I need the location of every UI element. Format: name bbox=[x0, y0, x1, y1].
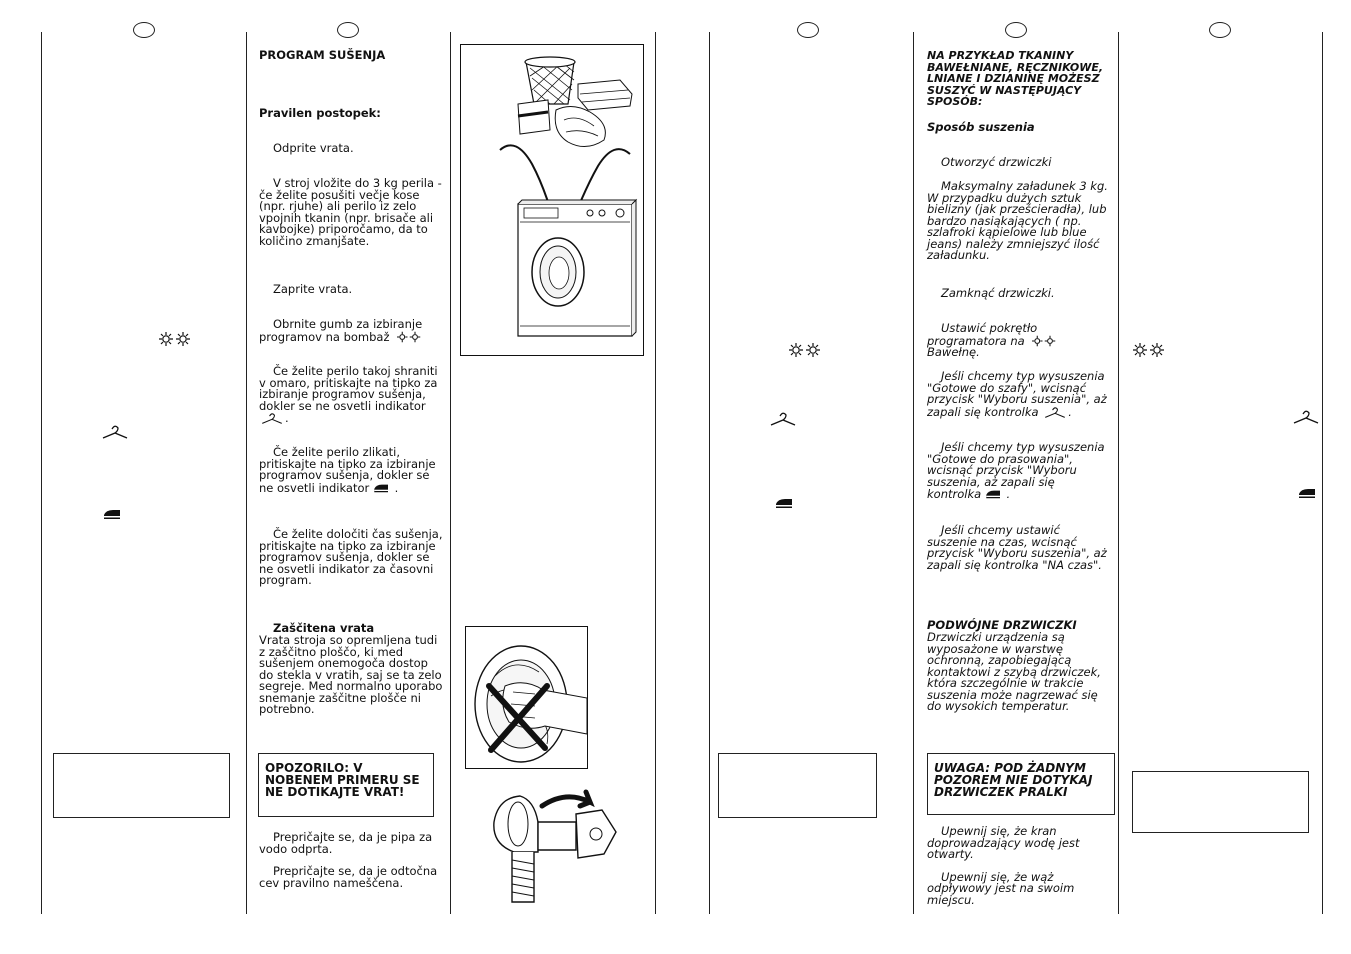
warning-box: UWAGA: POD ŻADNYM POZOREM NIE DOTYKAJ DRZWICZEK PRALKI bbox=[927, 753, 1115, 815]
language-marker-circle bbox=[797, 22, 819, 38]
hanger-icon bbox=[1292, 409, 1320, 425]
laundry-machine-illustration bbox=[460, 44, 644, 356]
section-title: NA PRZYKŁAD TKANINY BAWEŁNIANE, RĘCZNIKOWE, LNIANE I DZIANINĘ MOŻESZ SUSZYĆ W NASTĘPUJĄCY SPOSÓB: bbox=[927, 49, 1104, 108]
empty-note-box bbox=[718, 753, 877, 818]
step-close-door: Zaprite vrata. bbox=[273, 282, 353, 296]
column-rule-8 bbox=[1322, 32, 1323, 914]
step-iron-dry: Če želite perilo zlikati, pritiskajte na tipko za izbiranje programov sušenja, dokler se ne osvetli indikator . bbox=[259, 445, 436, 495]
step-iron-dry: Jeśli chcemy typ wysuszenia "Gotowe do prasowania", wcisnąć przycisk "Wyboru suszenia, aż zapali się kontrolka . bbox=[927, 440, 1105, 501]
door-protection-title: PODWÓJNE DRZWICZKI bbox=[927, 618, 1077, 632]
empty-note-box bbox=[53, 753, 230, 818]
check-drain-hose: Upewnij się, że wąż odpływowy jest na swoim miejscu. bbox=[927, 869, 1075, 907]
step-close-door: Zamknąć drzwiczki. bbox=[941, 286, 1055, 300]
language-marker-circle bbox=[133, 22, 155, 38]
cotton-sun-icon bbox=[158, 331, 192, 347]
hanger-icon bbox=[259, 412, 285, 425]
check-drain-hose: Prepričajte se, da je odtočna cev pravilno nameščena. bbox=[259, 864, 438, 890]
cotton-sun-icon bbox=[393, 331, 425, 343]
procedure-heading: Sposób suszenia bbox=[927, 120, 1035, 134]
cotton-sun-icon bbox=[788, 342, 822, 358]
cotton-sun-icon bbox=[1132, 342, 1166, 358]
hanger-icon bbox=[101, 424, 129, 440]
cotton-sun-icon bbox=[1028, 335, 1060, 347]
empty-note-box bbox=[1132, 771, 1309, 833]
language-marker-circle bbox=[1209, 22, 1231, 38]
iron-icon bbox=[373, 482, 391, 494]
step-load: V stroj vložite do 3 kg perila - če želite posušiti večje kose (npr. rjuhe) ali perilo iz zelo vpojnih tkanin (npr. brisače ali kavbojke) priporočamo, da to količino zmanjšate. bbox=[259, 176, 442, 248]
column-rule-2 bbox=[246, 32, 247, 914]
step-timed-dry: Jeśli chcemy ustawić suszenie na czas, wcisnąć przycisk "Wyboru suszenia", aż zapali się kontrolka "NA czas". bbox=[927, 523, 1107, 572]
check-tap: Upewnij się, że kran doprowadzający wodę jest otwarty. bbox=[927, 824, 1080, 861]
step-timed-dry: Če želite določiti čas sušenja, pritiskajte na tipko za izbiranje programov sušenja, dokler se ne osvetli indikator za časovni program. bbox=[259, 527, 443, 587]
language-marker-circle bbox=[1005, 22, 1027, 38]
check-tap: Prepričajte se, da je pipa za vodo odprta. bbox=[259, 830, 433, 856]
section-title: PROGRAM SUŠENJA bbox=[259, 48, 386, 62]
iron-icon bbox=[985, 488, 1003, 500]
hanger-icon bbox=[769, 411, 797, 427]
step-select-cotton: Ustawić pokrętło programatora na Bawełnę. bbox=[927, 323, 1087, 359]
column-rule-4 bbox=[655, 32, 656, 914]
column-rule-6 bbox=[913, 32, 914, 914]
door-protection-text: Vrata stroja so opremljena tudi z zaščitno ploščo, ki med sušenjem onemogoča dostop do stekla v vratih, saj se ta zelo segreje. Med normalno uporabo snemanje zaščitne plošče ni potrebno. bbox=[259, 633, 443, 716]
hanger-icon bbox=[1042, 406, 1068, 419]
water-tap-illustration bbox=[490, 788, 620, 904]
door-protection-text: Drzwiczki urządzenia są wyposażone w warstwę ochronną, zapobiegającą kontaktowi z szybą drzwiczek, która szczególnie w trakcie suszenia może nagrzewać się do wysokich temperatur. bbox=[927, 630, 1101, 713]
step-open-door: Otworzyć drzwiczki bbox=[941, 155, 1052, 169]
language-marker-circle bbox=[337, 22, 359, 38]
warning-box: OPOZORILO: V NOBENEM PRIMERU SE NE DOTIKAJTE VRAT! bbox=[258, 753, 434, 817]
procedure-heading: Pravilen postopek: bbox=[259, 106, 381, 120]
column-rule-5 bbox=[709, 32, 710, 914]
do-not-touch-door-illustration bbox=[465, 626, 588, 769]
step-load: Maksymalny załadunek 3 kg. W przypadku dużych sztuk bielizny (jak prześcieradła), lub bardzo nasiąkających ( np. szlafroki kąpielowe lub blue jeans) należy zmniejszyć ilość załadunku. bbox=[927, 179, 1108, 262]
step-open-door: Odprite vrata. bbox=[273, 141, 354, 155]
polish-final-checks bbox=[927, 826, 1109, 906]
door-protection-title: Zaščitena vrata bbox=[273, 621, 375, 635]
slovenian-final-checks bbox=[259, 832, 443, 889]
column-rule-1 bbox=[41, 32, 42, 914]
column-rule-7 bbox=[1118, 32, 1119, 914]
iron-icon bbox=[775, 496, 795, 510]
step-cupboard-dry: Če želite perilo takoj shraniti v omaro, pritiskajte na tipko za izbiranje programov sušenja, dokler se ne osvetli indikator . bbox=[259, 364, 438, 425]
iron-icon bbox=[103, 507, 123, 521]
column-rule-3 bbox=[450, 32, 451, 914]
step-cupboard-dry: Jeśli chcemy typ wysuszenia "Gotowe do szafy", wcisnąć przycisk "Wyboru suszenia", aż zapali się kontrolka . bbox=[927, 369, 1107, 419]
step-select-cotton: Obrnite gumb za izbiranje programov na bombaž bbox=[259, 319, 443, 343]
iron-icon bbox=[1298, 486, 1318, 500]
